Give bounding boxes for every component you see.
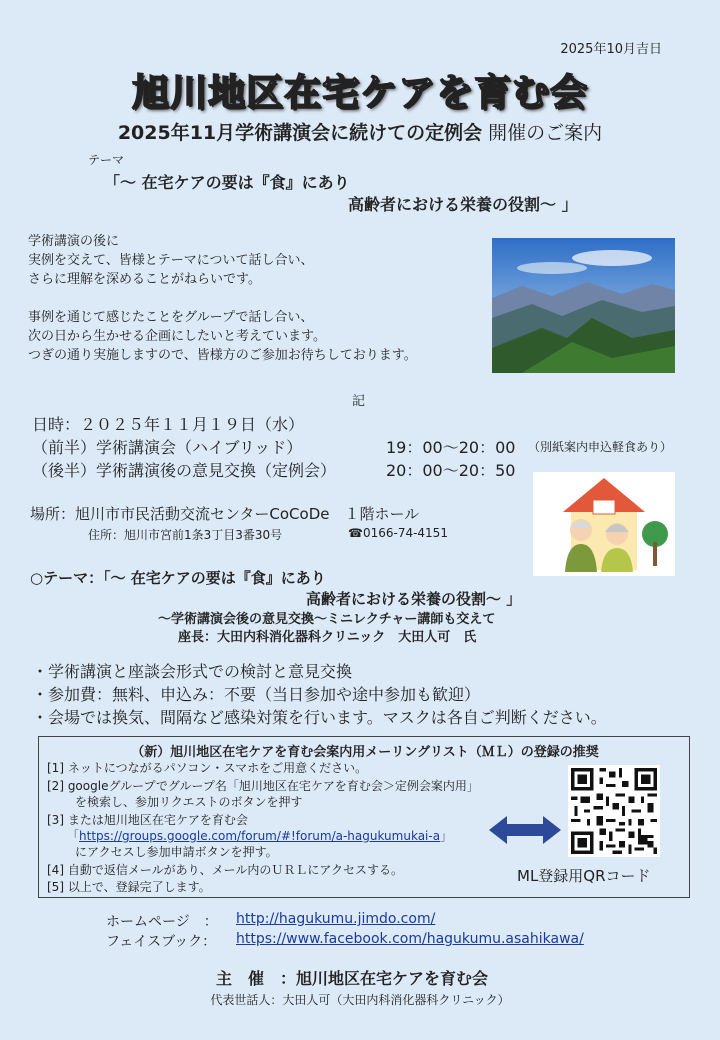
subtitle-bold: 2025年11月学術講演会に続けての定例会 [117,122,483,144]
mountain-photo [492,238,675,373]
host-organizer: 主 催 ：旭川地区在宅ケアを育む会 [216,969,489,988]
issue-date: 2025年10月吉日 [560,42,662,57]
qr-code[interactable] [568,765,660,857]
theme-line-1: 「〜 在宅ケアの要は『食』にあり [104,173,350,192]
intro-line: 事例を通じて感じたことをグループで話し合い、 [28,310,314,325]
ml-step-5: [5] 以上で、登録完了します。 [47,880,211,894]
facebook-link[interactable]: https://www.facebook.com/hagukumu.asahikawa/ [236,931,584,947]
ml-step-2b: を検索し、参加リクエストのボタンを押す [75,795,303,809]
first-half-note: （別紙案内申込軽食あり） [528,440,673,454]
mailing-list-box [38,736,690,898]
google-group-link[interactable]: https://groups.google.com/forum/#!forum/a-hagukumukai-a [79,829,441,843]
venue-phone: ☎0166-74-4151 [348,526,448,540]
house-illustration [533,472,675,576]
intro-line: さらに理解を深めることがねらいです。 [28,272,261,287]
intro-line: 学術講演の後に [28,234,120,249]
ml-step-3a: [3] または旭川地区在宅ケアを育む会 [47,813,248,827]
subtitle-light: 開催のご案内 [482,122,603,144]
intro-line: 次の日から生かせる企画にしたいと考えています。 [28,329,326,344]
theme-section-line-2: 高齢者における栄養の役割〜 」 [306,590,522,608]
qr-caption: ML登録用QRコード [517,867,651,885]
ml-step-3b [67,827,452,844]
homepage-label: ホームページ ： [106,914,218,930]
bullet-item: ・会場では換気、間隔など感染対策を行います。マスクは各自ご判断ください。 [32,708,607,727]
ml-url-close: 」 [440,829,453,843]
double-arrow-icon [487,813,563,847]
venue: 場所：旭川市市民活動交流センターCoCoDe １階ホール [30,505,420,523]
ml-url-open: 「 [67,829,80,843]
bullet-item: ・学術講演と座談会形式での検討と意見交換 [32,662,353,681]
representative: 代表世話人：大田人可（大田内科消化器科クリニック） [210,993,510,1007]
bullet-item: ・参加費：無料、申込み：不要（当日参加や途中参加も歓迎） [32,685,481,704]
mailing-list-title: （新）旭川地区在宅ケアを育む会案内用メーリングリスト（ＭＬ）の登録の推奨 [131,745,599,760]
intro-text [28,232,417,365]
theme-label: テーマ [88,153,125,167]
ml-step-2a: [2] googleグループでグループ名「旭川地区在宅ケアを育む会＞定例会案内用」 [47,779,479,793]
first-half-time: 19：00〜20：00 [386,438,516,457]
theme-line-2: 高齢者における栄養の役割〜 」 [348,195,578,214]
first-half-label: （前半）学術講演会（ハイブリッド） [32,438,303,457]
theme-section-line-3: 〜学術講演会後の意見交換〜ミニレクチャー講師も交えて [158,612,496,627]
facebook-label: フェイスブック： [106,934,217,950]
intro-line: つぎの通り実施しますので、皆様方のご参加お待ちしております。 [28,348,417,363]
second-half-label: （後半）学術講演後の意見交換（定例会） [32,461,337,480]
theme-section-line-1: ○テーマ：「〜 在宅ケアの要は『食』にあり [30,569,326,587]
page-subtitle [0,118,720,145]
venue-address: 住所：旭川市宮前1条3丁目3番30号 [88,528,283,542]
event-datetime: 日時：２０２５年１１月１９日（水） [32,415,305,434]
chairperson: 座長：大田内科消化器科クリニック 大田人可 氏 [178,630,477,645]
ml-step-3c: にアクセスし参加申請ボタンを押す。 [75,845,278,859]
intro-line: 実例を交えて、皆様とテーマについて話し合い、 [28,253,314,268]
homepage-link[interactable]: http://hagukumu.jimdo.com/ [236,911,436,927]
second-half-time: 20：00〜20：50 [386,461,516,480]
ml-step-4: [4] 自動で返信メールがあり、メール内のＵＲＬにアクセスする。 [47,863,403,877]
page-title: 旭川地区在宅ケアを育む会 [132,71,588,114]
ml-step-1: [1] ネットにつながるパソコン・スマホをご用意ください。 [47,761,368,775]
ki-mark: 記 [352,394,366,409]
